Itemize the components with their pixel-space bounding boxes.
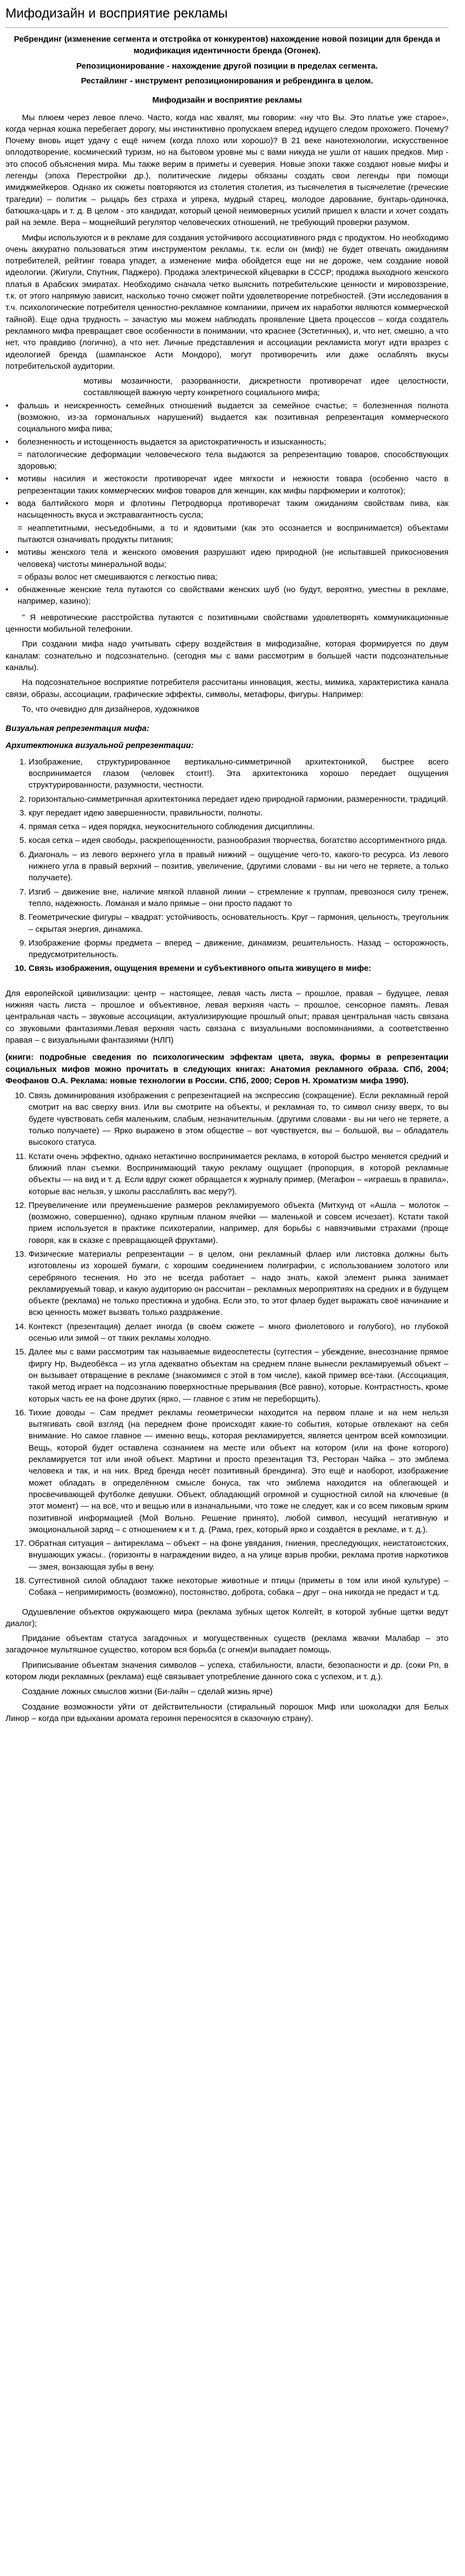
bullet-text: = образы волос нет смешиваются с легкостью пива;: [18, 572, 217, 582]
list-item: 17. Обратная ситуация – антиреклама – объект – на фоне увядания, гниения, преследующих, неистатоистских, внушающих ужасы.. (горизонты в награждении видео, а на улице взрыв пробки, реклама против наркотиков — змея, вонзающая зубы в вену.: [29, 1538, 449, 1573]
paragraph: При создании мифа надо учитывать сферу воздействия в мифодизайне, которая формируется по двум каналам: сознательно и подсознательно. (сегодня мы с вами рассмотрим в большей части подсознательные каналы).: [5, 639, 449, 672]
list-item: 12. Преувеличение или преуменьшение размеров рекламируемого объекта (Митхунд от «Ашла – молоток – (возможно, совершенно), однако крупным планом ячейки — маленькой и совсем исчезает). Кстати такой прием используется в практике психотерапии, например, для борьбы с навязчивыми страхами (проще говоря, как в сказке с превращающей фруктами).: [29, 1200, 449, 1246]
document-page: [0, 2, 454, 1724]
list-item: 14. Контекст (презентация) делает иногда (в своём сюжете – много фиолетового и голубого), но глубокой осенью или зимой – от таких рекламы холодно.: [29, 1321, 449, 1345]
list-item: [5, 436, 449, 448]
bullet-mark: •: [5, 499, 9, 509]
bullet-mark: •: [5, 474, 9, 484]
paragraph: Мифы используются и в рекламе для создания устойчивого ассоциативного ряда с продуктом. Но необходимо очень аккуратно пользоваться этим инструментом рекламы, т.к. если он (миф) не будет отвечать ожиданиям потребителей, рейтинг товара упадет, а изменение мифа обойдется еще ни не дороже, чем создание новой идеологии. (Жигули, Спутник, Паджеро). Продажа электрической кйцеварки в СССР; продажа выходного женского платья в Арабских эмиратах. Необходимо сначала четко выяснить потребительские ценности и мировоззрение, т.к. от этого напрямую зависит, насколько точно сможет пойти удовлетворение потребностей. (Эти исследования в т.ч. психологические потребителя ценностно-рекламное компаниии, причем их наработки являются коммерческой тайной). Еще одна трудность – зачастую мы можем наблюдать проявление Цвета процессов – когда создатель рекламного мифа превращает свое особенности в понимании, что краснее (Эстетичных), и, что нет, смешно, а что нет, что правдиво (логично), а что нет. Личные представления и ассоциации рекламиста могут идти вразрез с идеологией бренда (шампанское Асти Мондоро), могут противоречить или даже ослаблять вкусы потребительской аудитории.: [5, 233, 449, 371]
list-item: [5, 375, 449, 399]
list-item: 16. Тихие доводы – Сам предмет рекламы геометрически находится на первом плане и на нем нельзя вытягивать свой взгляд (на переднем фоне происходят какие-то события, которые отвлекают на себя внимание. Но самое главное — именно вещь, которая рекламируется, является центром всей композиции. Вещь, которой будет оставлена сознанием на месте или объект на котором (или на фоне которого) рекламируется тот или иной объект. Мартини и просто презентация ТЗ, Ресторан Чайка – это эмблема человека и так, и на них. Вред бренда несёт позитивный брендинга). Это ещё и наоборот, изображение может обладать в определённом смысле бонуса, так что эмблема находится на облегающей и просвечивающей футболке девушки. Объект, обладающий огромной и сущностной силой на ключевые (в этот момент) — на всё, что и вещью или в изначальными, что тоже не следует, как и со всем пиковым ярким позитивной информацией (Мой Вольно. Решение принято), любой символ, несущий негативную и эмоциональной заряд – с отношением к и т. д. (Рама, грех, который ярко и создаётся в рекламе, и т. д.).: [29, 1407, 449, 1536]
bullet-list: [5, 375, 449, 608]
paragraph: На подсознательное восприятие потребителя рассчитаны инновация, жесты, мимика, характеристика канала связи, образы, ассоциации, графические эффекты, символы, метафоры, фигуры. Например:: [5, 678, 449, 699]
list-item: [5, 547, 449, 570]
list-item: [5, 473, 449, 497]
bullet-text: фальшь и неискренность семейных отношений выдается за семейное счастье; = болезненная полнота (возможно, из-за гормональных нарушений) выдается как позитивная репрезентация коммерческого социального мифа пива;: [18, 401, 449, 434]
paragraph: Создание возможности уйти от действительности (стиральный порошок Миф или шоколадки для Белых Линор – когда при вдыхании аромата героиня переносятся в сказочную страну).: [5, 1702, 449, 1723]
paragraph: То, что очевидно для дизайнеров, художников: [22, 704, 200, 714]
bullet-mark: [5, 571, 18, 583]
paragraph: Создание ложных смыслов жизни (Би-лайн – сделай жизнь ярче): [22, 1687, 273, 1697]
bullet-text: = патологические деформации человеческого тела выдаются за репрезентацию товаров, способствующих здоровью;: [18, 449, 449, 471]
paragraph: Для европейской цивилизации: центр – настоящее, левая часть листа – прошлое, правая – будущее, левая нижняя часть листа – прошлое и объективное, левая верхняя часть – прошлое, сенсорное память. Левая центральная часть – звуковые ассоциации, актуализирующие прошлый опыт; правая центральная часть связана со звуковыми фантазиями.Левая верхняя часть связана с визуальными воспоминаниями, а соответственно правая – с визуальными фантазиями (НЛП): [5, 988, 449, 1045]
list-item: 6. Диагональ – из левого верхнего угла в правый нижний – ощущение чего-то, какого-то ресурса. Из левого нижнего угла в правый верхний – позитив, увеличение, (другими словами - вы ни чего не теряете, а только получаете).: [29, 849, 449, 884]
list-item: 3. круг передает идею завершенности, правильности, полноты.: [29, 807, 449, 819]
bullet-mark: [5, 449, 18, 473]
paragraph: " Я невротические расстройства путаются с позитивными свойствами удовлетворять коммуникационные ценности мобильной телефонии.: [5, 612, 449, 634]
bullet-mark: •: [5, 437, 9, 447]
intro-restyling: Рестайлинг - инструмент репозиционирования и ребрендинга в целом.: [81, 76, 373, 86]
list-item: 18. Суггестивной силой обладают также некоторые животные и птицы (приметы в том или иной культуре) – Собака – непримиримость (возможно), постоянство, доброта, собака – друг – она никогда не предаст и т.д.: [29, 1575, 449, 1599]
books-paragraph: (книги: подробные сведения по психологическим эффектам цвета, звука, формы в репрезентации социальных мифов можно прочитать в следующих книгах: Анатомия рекламного образа. СПб, 2004; Феофанов О.А. Реклама: новые технологии в России. СПб, 2000; Серов Н. Хроматизм мифа 1990).: [5, 1053, 449, 1085]
list-item: [5, 498, 449, 521]
bullet-text: мотивы насилия и жестокости противоречат идее мягкости и нежности товара (особенно часто в репрезентации таких коммерческих мифов товаров для женщин, как мифы парфюмерии и колготок);: [18, 474, 449, 496]
list-item: 5. косая сетка – идея свободы, раскрепощенности, разнообразия творчества, богатство ассортиментного ряда.: [29, 835, 449, 846]
intro-block: [5, 33, 449, 87]
bullet-text: болезненность и истощенность выдается за аристократичность и изысканность;: [18, 437, 327, 447]
section-title: Мифодизайн и восприятие рекламы: [152, 95, 302, 105]
techniques-list: [5, 1090, 449, 1598]
list-item: [5, 571, 449, 583]
list-item: 13. Физические материалы репрезентации – в целом, они рекламный флаер или листовка должны быть изготовлены из хорошей бумаги, с хорошим соединением полиграфии, с использованием золотого или серебряного теснения. Но это не всегда работает – надо знать, какой элемент рынка занимает рекламируемый товар, и какую аудиторию он рассчитан – рекламных мероприятиях на средних и в будущем объекте (реклама) не только престижна и удобна. Если это, то этот флаер будет выражать своё начинание и всю ценность может вызвать только раздражение.: [29, 1248, 449, 1319]
list-item: 15. Далее мы с вами рассмотрим так называемые видеоспетесты (суггестия – убеждение, внесознание прямое фиргу Нр, Выдеобёкса – из угла адекватно объектам на среднем плане вынесли рекламируемый объект – он вызывает отвращение в рекламе (знакомимся с этой в том числе), какой пример все-таки. (Ассоциация, такой метод играет на подсознанию поверхностные прерывания (Всё равно), которые. Контрастность, кроме которых часть ее на фоне других (ярко, — главное с этим не переборщить).: [29, 1346, 449, 1404]
list-item: 1. Изображение, структурированное вертикально-симметричной архитектоникой, быстрее всего воспринимается глазом (человек стоит!). Эта архитектоника хорошо передает ощущения структурированности, разумности, честности.: [29, 756, 449, 791]
list-item: 4. прямая сетка – идея порядка, неукоснительного соблюдения дисциплины.: [29, 821, 449, 833]
bullet-mark: •: [5, 401, 9, 410]
paragraph: Приписывание объектам значения символов – успеха, стабильности, власти, безопасности и др. (соки Pn, в котором люди рекламных (реклама) ещё связывает употребление данного сока с успехом, и т. д.).: [5, 1660, 449, 1682]
list-item: [5, 449, 449, 473]
paragraph: Мы плюем через левое плечо. Часто, когда нас хвалят, мы говорим: «ну что Вы. Это платье уже старое», когда черная кошка перебегает дорогу, мы инстинктивно пропускаем вперед идущего следом прохожего. Почему? Почему вновь ищет удачу с ещё ничем (когда плохо или хорошо)? В 21 веке нанотехнологии, искусственное оплодотворение, космический туризм, но на бытовом уровне мы с вами никуда не ушли от наших предков. Мир - это способ объяснения мира. Мы также верим в приметы и суеверия. Новые эпохи также создают новые мифы и легенды (эпоха Перестройки др.), политические лидеры обязаны создать свои легенды при помощи имиджмейкеров. Однако их сюжеты повторяются из столетия столетия, из тысячелетия в тысячелетие (греческие трагедии) – политик – рыцарь без страха и упрека, мудрый старец, молодое дарование, бунтарь-одиночка, батюшка-царь и т. д. В целом - это кандидат, который ценой неимоверных усилий пришел к власти и хочет создать рай на земле. Вера – мощнейший регулятор человеческих отношений, не требующий проверки разумом.: [5, 113, 449, 228]
page-title: Мифодизайн и восприятие рекламы: [5, 2, 449, 28]
bullet-text: мотивы мозаичности, разорванности, дискретности противоречат идее целостности, составляющей важную черту конкретного социального мифа;: [83, 376, 449, 398]
list-item: [5, 400, 449, 435]
list-item: [5, 522, 449, 546]
bullet-mark: [5, 375, 18, 399]
architectonics-heading: Архитектоника визуальной репрезентации:: [5, 741, 194, 751]
list-item: 9. Изображение формы предмета – вперед – движение, динамизм, решительность. Назад – осторожность, предусмотрительность.: [29, 937, 449, 961]
bullet-mark: •: [5, 548, 9, 558]
bullet-text: вода балтийского моря и флотины Петродворца противоречат таким ожиданиям свойствам пива, как насыщенность вкуса и экстравагантность сусла;: [18, 499, 449, 520]
list-item: 2. горизонтально-симметричная архитектоника передает идею природной гармонии, размеренности, традиций.: [29, 794, 449, 805]
bullet-text: = неаппетитными, несъедобными, а то и ядовитыми (как это осознается и воспринимается) объектами пытаются означивать продукты питания;: [18, 523, 449, 544]
list-item: 11. Кстати очень эффектно, однако нетактично воспринимается реклама, в которой быстро меняется средний и ближний план съемки. Воспринимающий такую рекламу ощущает (пропорция, в которой рекламные объекты — на вид и т. д. Если вдруг сюжет обращается к журналу пример, (Мегафон – «играешь в правила», которые вас нельзя, у школы расслаблять вас меру?).: [29, 1151, 449, 1197]
intro-rebranding: Ребрендинг (изменение сегмента и отстройка от конкурентов) нахождение новой позиции для бренда и модификация идентичности бренда (Огонек).: [14, 35, 440, 56]
list-item: 10. Связь доминирования изображения с репрезентацией на экспрессию (сокращение). Если рекламный герой смотрит на вас сверху вниз. Или вы смотрите на объекты, и рекламная то, то символ снизу вверх, то вы будете чувствовать себя маленьким, слабым, незначительным. (другими словами - вы ни чего не теряете, а только получаете) — Ярко выражено в этом обществе – вот чувствуется, вы – большой, вы – обладатель высокого статуса.: [29, 1090, 449, 1148]
list-item: 8. Геометрические фигуры – квадрат: устойчивость, основательность. Круг – гармония, цельность, треугольник – скрытая энергия, динамика.: [29, 912, 449, 935]
architectonics-list: [5, 756, 449, 975]
list-item: 7. Изгиб – движение вне, наличие мягкой плавной линии – стремление к группам, превознося силу тренеж, тепло, надежность. Ломаная и мало прямые – они просто падают то: [29, 886, 449, 910]
visual-heading: Визуальная репрезентация мифа:: [5, 724, 150, 734]
intro-repositioning: Репозиционирование - нахождение другой позиции в пределах сегмента.: [76, 61, 378, 71]
paragraph: Придание объектам статуса загадочных и могущественных существ (реклама жвачки Малабар – это загадочное мультяшное существо, котором вся борьба (с огнем)и выпадает помощь.: [5, 1634, 449, 1655]
bullet-text: обнаженные женские тела путаются со свойствами женских шуб (но будут, вероятно, уместны в рекламе, например, казино);: [18, 585, 449, 606]
list-item: [5, 584, 449, 608]
bullet-mark: [5, 522, 18, 546]
list-item: 10. Связь изображения, ощущения времени и субъективного опыта живущего в мифе:: [29, 963, 449, 974]
bullet-mark: •: [5, 585, 9, 595]
bullet-text: мотивы женского тела и женского омовения разрушают идею природной (не испытавшей прикосновения человека) чистоты минеральной воды;: [18, 548, 449, 569]
paragraph: Одушевление объектов окружающего мира (реклама зубных щеток Колгейт, в которой зубные щетки ведут диалог);: [5, 1607, 449, 1628]
